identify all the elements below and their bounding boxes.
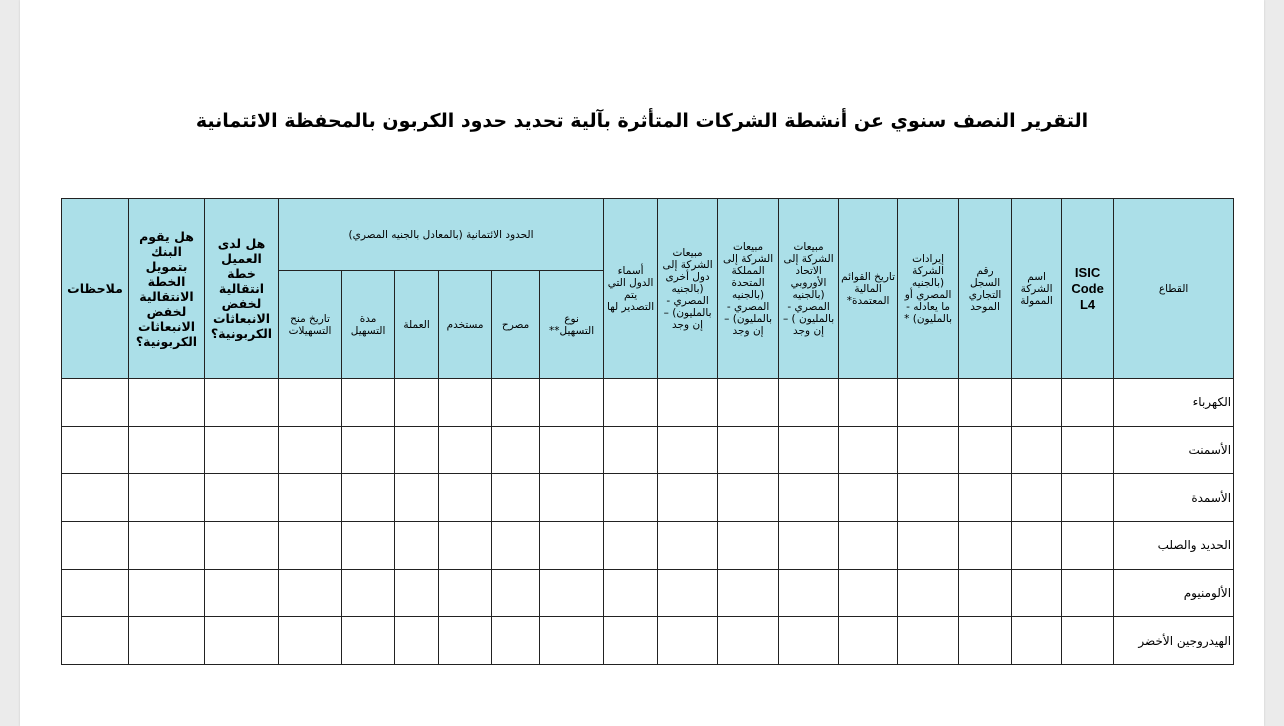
empty-cell[interactable] [540, 569, 604, 617]
empty-cell[interactable] [658, 426, 718, 474]
table-row [62, 426, 1234, 474]
empty-cell[interactable] [1012, 379, 1062, 427]
empty-cell[interactable] [604, 569, 658, 617]
header-sales-other: مبيعات الشركة إلى دول أخرى (بالجنيه المصري - بالمليون) – إن وجد [658, 199, 718, 379]
empty-cell[interactable] [439, 474, 492, 522]
empty-cell[interactable] [658, 474, 718, 522]
empty-cell[interactable] [395, 474, 439, 522]
empty-cell[interactable] [62, 426, 129, 474]
empty-cell[interactable] [959, 474, 1012, 522]
empty-cell[interactable] [62, 521, 129, 569]
empty-cell[interactable] [62, 617, 129, 665]
empty-cell[interactable] [839, 379, 898, 427]
empty-cell[interactable] [439, 569, 492, 617]
sector-cell: الألومنيوم [1114, 569, 1234, 617]
empty-cell[interactable] [604, 474, 658, 522]
header-facility-term: مدة التسهيل [342, 271, 395, 379]
empty-cell[interactable] [604, 521, 658, 569]
empty-cell[interactable] [62, 379, 129, 427]
empty-cell[interactable] [718, 521, 779, 569]
header-facility-grant-date: تاريخ منح التسهيلات [279, 271, 342, 379]
empty-cell[interactable] [342, 426, 395, 474]
table-row [62, 379, 1234, 427]
empty-cell[interactable] [779, 426, 839, 474]
empty-cell[interactable] [129, 521, 205, 569]
empty-cell[interactable] [205, 569, 279, 617]
empty-cell[interactable] [898, 569, 959, 617]
header-export-countries: أسماء الدول التي يتم التصدير لها [604, 199, 658, 379]
table-row [62, 474, 1234, 522]
empty-cell[interactable] [492, 617, 540, 665]
empty-cell[interactable] [839, 617, 898, 665]
empty-cell[interactable] [779, 617, 839, 665]
empty-cell[interactable] [898, 474, 959, 522]
empty-cell[interactable] [439, 521, 492, 569]
empty-cell[interactable] [62, 474, 129, 522]
empty-cell[interactable] [395, 379, 439, 427]
empty-cell[interactable] [540, 379, 604, 427]
empty-cell[interactable] [658, 379, 718, 427]
empty-cell[interactable] [205, 474, 279, 522]
empty-cell[interactable] [492, 569, 540, 617]
empty-cell[interactable] [718, 569, 779, 617]
empty-cell[interactable] [342, 379, 395, 427]
empty-cell[interactable] [342, 521, 395, 569]
empty-cell[interactable] [839, 521, 898, 569]
empty-cell[interactable] [718, 426, 779, 474]
empty-cell[interactable] [342, 617, 395, 665]
empty-cell[interactable] [1062, 426, 1114, 474]
empty-cell[interactable] [439, 379, 492, 427]
empty-cell[interactable] [718, 379, 779, 427]
empty-cell[interactable] [604, 617, 658, 665]
empty-cell[interactable] [492, 379, 540, 427]
header-currency: العملة [395, 271, 439, 379]
empty-cell[interactable] [718, 474, 779, 522]
sector-cell: الأسمدة [1114, 474, 1234, 522]
header-registry-number: رقم السجل التجاري الموحد [959, 199, 1012, 379]
empty-cell[interactable] [1062, 474, 1114, 522]
header-authorized: مصرح [492, 271, 540, 379]
empty-cell[interactable] [898, 521, 959, 569]
header-credit-limits: الحدود الائتمانية (بالمعادل بالجنيه المصري) [279, 199, 604, 271]
empty-cell[interactable] [62, 569, 129, 617]
empty-cell[interactable] [1012, 617, 1062, 665]
header-client-transition-plan: هل لدى العميل خطة انتقالية لخفض الانبعاثات الكربونية؟ [205, 199, 279, 379]
empty-cell[interactable] [779, 569, 839, 617]
empty-cell[interactable] [839, 569, 898, 617]
empty-cell[interactable] [898, 617, 959, 665]
empty-cell[interactable] [279, 569, 342, 617]
empty-cell[interactable] [779, 474, 839, 522]
empty-cell[interactable] [540, 617, 604, 665]
empty-cell[interactable] [205, 521, 279, 569]
empty-cell[interactable] [540, 474, 604, 522]
table-row [62, 569, 1234, 617]
sector-cell: الكهرباء [1114, 379, 1234, 427]
header-company-name: اسم الشركة الممولة [1012, 199, 1062, 379]
sector-cell: الهيدروجين الأخضر [1114, 617, 1234, 665]
table-body [62, 379, 1234, 665]
empty-cell[interactable] [1012, 426, 1062, 474]
empty-cell[interactable] [129, 426, 205, 474]
table-row [62, 521, 1234, 569]
empty-cell[interactable] [779, 379, 839, 427]
empty-cell[interactable] [839, 474, 898, 522]
empty-cell[interactable] [604, 426, 658, 474]
header-sector: القطاع [1114, 199, 1234, 379]
empty-cell[interactable] [129, 617, 205, 665]
empty-cell[interactable] [205, 379, 279, 427]
empty-cell[interactable] [959, 569, 1012, 617]
empty-cell[interactable] [540, 426, 604, 474]
empty-cell[interactable] [492, 426, 540, 474]
empty-cell[interactable] [395, 426, 439, 474]
empty-cell[interactable] [439, 617, 492, 665]
empty-cell[interactable] [658, 521, 718, 569]
header-financial-statements-date: تاريخ القوائم المالية المعتمدة* [839, 199, 898, 379]
header-utilized: مستخدم [439, 271, 492, 379]
empty-cell[interactable] [279, 617, 342, 665]
empty-cell[interactable] [492, 474, 540, 522]
document-page [20, 0, 1264, 726]
empty-cell[interactable] [658, 617, 718, 665]
empty-cell[interactable] [279, 379, 342, 427]
empty-cell[interactable] [1062, 569, 1114, 617]
empty-cell[interactable] [439, 426, 492, 474]
empty-cell[interactable] [718, 617, 779, 665]
empty-cell[interactable] [395, 617, 439, 665]
empty-cell[interactable] [342, 569, 395, 617]
empty-cell[interactable] [205, 426, 279, 474]
empty-cell[interactable] [342, 474, 395, 522]
empty-cell[interactable] [898, 426, 959, 474]
empty-cell[interactable] [279, 521, 342, 569]
empty-cell[interactable] [1062, 521, 1114, 569]
empty-cell[interactable] [279, 474, 342, 522]
empty-cell[interactable] [898, 379, 959, 427]
empty-cell[interactable] [959, 521, 1012, 569]
empty-cell[interactable] [279, 426, 342, 474]
sector-cell: الأسمنت [1114, 426, 1234, 474]
empty-cell[interactable] [1012, 521, 1062, 569]
header-sales-uk: مبيعات الشركة إلى المملكة المتحدة (بالجنيه المصري - بالمليون) – إن وجد [718, 199, 779, 379]
header-sales-eu: مبيعات الشركة إلى الاتحاد الأوروبي (بالجنيه المصري - بالمليون ) – إن وجد [779, 199, 839, 379]
empty-cell[interactable] [205, 617, 279, 665]
empty-cell[interactable] [395, 521, 439, 569]
sector-cell: الحديد والصلب [1114, 521, 1234, 569]
empty-cell[interactable] [1012, 474, 1062, 522]
empty-cell[interactable] [540, 521, 604, 569]
table-row [62, 617, 1234, 665]
empty-cell[interactable] [1062, 379, 1114, 427]
empty-cell[interactable] [129, 474, 205, 522]
empty-cell[interactable] [129, 569, 205, 617]
empty-cell[interactable] [839, 426, 898, 474]
empty-cell[interactable] [779, 521, 839, 569]
empty-cell[interactable] [1062, 617, 1114, 665]
empty-cell[interactable] [1012, 569, 1062, 617]
header-isic-code: ISIC Code L4 [1062, 199, 1114, 379]
empty-cell[interactable] [395, 569, 439, 617]
empty-cell[interactable] [959, 426, 1012, 474]
empty-cell[interactable] [959, 379, 1012, 427]
header-revenues: إيرادات الشركة (بالجنيه المصري أو ما يعادله - بالمليون) * [898, 199, 959, 379]
empty-cell[interactable] [129, 379, 205, 427]
empty-cell[interactable] [492, 521, 540, 569]
header-facility-type: نوع التسهيل** [540, 271, 604, 379]
empty-cell[interactable] [604, 379, 658, 427]
header-bank-finances-plan: هل يقوم البنك بتمويل الخطة الانتقالية لخفض الانبعاثات الكربونية؟ [129, 199, 205, 379]
empty-cell[interactable] [959, 617, 1012, 665]
empty-cell[interactable] [658, 569, 718, 617]
report-title: التقرير النصف سنوي عن أنشطة الشركات المتأثرة بآلية تحديد حدود الكربون بالمحفظة الائتمانية [195, 110, 1089, 132]
header-notes: ملاحظات [62, 199, 129, 379]
report-table [61, 198, 1234, 665]
